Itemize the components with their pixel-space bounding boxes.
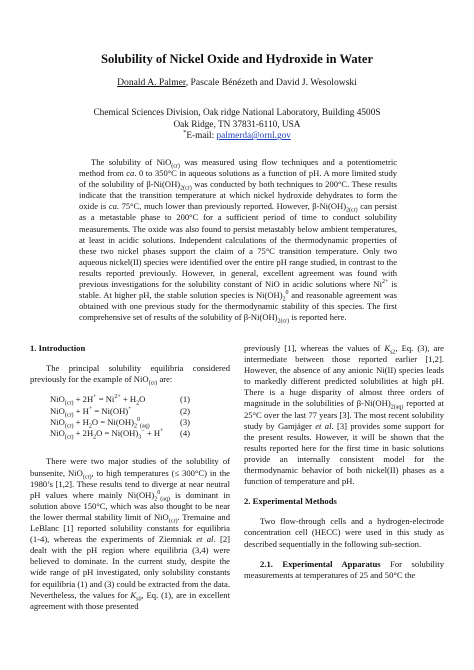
subsection-paragraph: [244, 559, 444, 581]
section-heading-introduction: 1. Introduction: [30, 343, 86, 353]
email-link[interactable]: palmerda@ornl.gov: [216, 131, 291, 142]
subsection-text: For solubility measurements at temperatures of 25 and 50°C the: [244, 558, 444, 580]
email-line: *E-mail: palmerda@ornl.gov: [183, 129, 291, 142]
affiliation: [0, 108, 474, 143]
intro-paragraph: The principal solubility equilibria considered previously for the example of NiO$_{(cr)}$ are:: [30, 363, 230, 387]
equation-1: $NiO_{(cr)} + 2H^+ = Ni^{2+} + H_2O$ (1): [50, 394, 190, 407]
equation-3: $NiO_{(cr)} + H_2O = Ni(OH)_2^0_{(aq)}$ (3): [50, 416, 190, 430]
subsection-heading: 2.1. Experimental Apparatus: [260, 558, 381, 569]
email-label: E-mail:: [186, 131, 217, 142]
affiliation-line-2: Oak Ridge, TN 37831-6110, USA: [173, 119, 301, 130]
intro-paragraph-2: There were two major studies of the solubility of bunsenite, NiO$_{(cr)}$, to high temperatures (≤ 300°C) in the 1980’s [1,2]. These results tend to diverge at near neutral pH values where mainly $Ni(OH)_2^0_{(aq)}$ is dominant in solution above 150°C, which was also thought to be near the lower thermal stability limit of NiO$_{(cr)}$. Tremaine and LeBlanc [1] reported solubility constants for equilibria (1-4), whereas the experiments of Ziemniak et al. [2] dealt with the pH region where equilibria (3,4) were believed to dominate. In the current study, despite the wide range of pH investigated, only solubility constants for equilibria (1) and (3) could be extracted from the data. Nevertheless, the values for $K_{s0}$, Eq. (1), are in excellent agreement with those presented: [30, 456, 230, 611]
abstract: [79, 157, 398, 326]
co-authors: , Pascale Bénézeth and David J. Wesolowski: [185, 77, 357, 88]
lead-author: Donald A. Palmer: [117, 77, 186, 88]
abstract-text: The solubility of NiO$_{(cr)}$ was measured using flow techniques and a potentiometric method from ca. 0 to 350°C in aqueous solutions as a function of pH. A more limited study of the solubility of $\beta-Ni(OH)_{2(cr)}$ was conducted by both techniques to 200°C. These results indicate that the transition temperature at which nickel hydroxide dehydrates to form the oxide is ca. 75°C, much lower than previously reported. However, $\beta-Ni(OH)_{2(cr)}$ can persist as a metastable phase to 200°C for a sufficient period of time to conduct solubility measurements. The oxide was also found to persist metastably below ambient temperatures, at least in acidic solutions. Independent calculations of the thermodynamic properties of these two nickel phases support the claim of a 75°C transition temperature. Only two aqueous nickel(II) species were identified over the entire pH range studied, in contrast to the results reported previously. However, in general, excellent agreement was found with previous investigations for the solubility constant of NiO in acidic solutions where $Ni^{2+}$ is stable. At higher pH, the stable solution species is $Ni(OH)_2^0$ and reasonable agreement was obtained with one previous study for the thermodynamic stability of this species. The first comprehensive set of results of the solubility of $\beta-Ni(OH)_{2(cr)}$ is reported here.: [79, 157, 398, 326]
equation-2: NiO$_{(cr)}$ + H+ = Ni(OH)+ (2): [50, 405, 190, 419]
author-list: [0, 77, 474, 88]
paper-title: Solubility of Nickel Oxide and Hydroxide in Water: [100, 52, 374, 66]
experimental-paragraph: Two flow-through cells and a hydrogen-electrode concentration cell (HECC) were used in this study as described sequentially in the following sub-section.: [244, 516, 444, 549]
right-column: [244, 343, 444, 581]
left-column: [30, 343, 230, 612]
section-heading-experimental: 2. Experimental Methods: [244, 496, 337, 507]
affiliation-line-1: Chemical Sciences Division, Oak ridge National Laboratory, Building 4500S: [93, 108, 381, 118]
intro-continued: previously [1], whereas the values of $K_{s2}$, Eq. (3), are intermediate between those reported earlier [1,2]. However, the absence of any anionic Ni(II) species leads to markedly different predicted solubilities at high pH. There is a huge disparity of almost three orders of magnitude in the solubilities of $\beta-Ni(OH)_{2(aq)}$ reported at 25°C over the last 77 years [3]. The most recent solubility study by Gamjäger et al. [3] provides some support for the present results. However, it will be shown that the results reported here for the first time in basic solutions provide an internally consistent model for the thermodynamic behavior of both nickel(II) phases as a function of temperature and pH.: [244, 343, 445, 487]
equation-4: $NiO_{(cr)} + 2H_2O = Ni(OH)_3^- + H^+$ (4): [50, 428, 190, 441]
